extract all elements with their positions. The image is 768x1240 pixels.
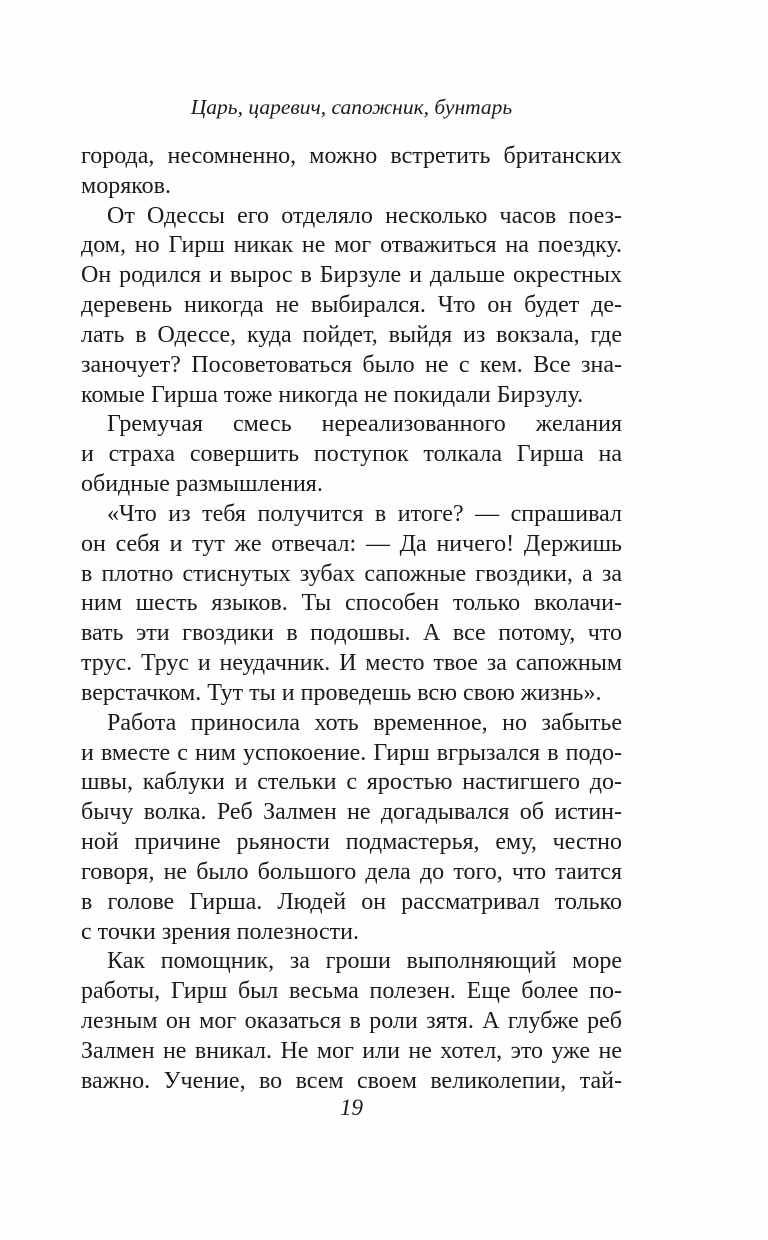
text-line-content: важно. Учение, во всем своем великолепии, тай- bbox=[81, 1067, 622, 1094]
text-line bbox=[81, 1067, 622, 1097]
text-line bbox=[81, 530, 622, 560]
text-line bbox=[81, 709, 622, 739]
text-line bbox=[81, 291, 622, 321]
text-line bbox=[81, 381, 622, 411]
text-line bbox=[81, 1007, 622, 1037]
text-line bbox=[81, 261, 622, 291]
text-line-content: заночует? Посоветоваться было не с кем. Все зна- bbox=[81, 351, 622, 378]
text-line bbox=[81, 231, 622, 261]
text-line-content: ной причине рьяности подмастерья, ему, честно bbox=[81, 829, 622, 856]
text-line-content: обидные размышления. bbox=[81, 471, 323, 498]
text-line bbox=[81, 649, 622, 679]
text-line-content: и вместе с ним успокоение. Гирш вгрызался в подо- bbox=[81, 739, 622, 766]
text-line bbox=[81, 918, 622, 948]
page-body-text bbox=[81, 142, 622, 1097]
text-line bbox=[81, 321, 622, 351]
text-line-content: лезным он мог оказаться в роли зятя. А глубже реб bbox=[81, 1008, 622, 1035]
text-line bbox=[81, 739, 622, 769]
text-line-content: Он родился и вырос в Бирзуле и дальше окрестных bbox=[81, 262, 622, 289]
text-line bbox=[81, 679, 622, 709]
text-line-content: работы, Гирш был весьма полезен. Еще более по- bbox=[81, 978, 622, 1005]
text-line bbox=[81, 947, 622, 977]
text-line-content: в голове Гирша. Людей он рассматривал только bbox=[81, 888, 622, 915]
text-line-content: Залмен не вникал. Не мог или не хотел, это уже не bbox=[81, 1037, 622, 1064]
text-line-content: вать эти гвоздики в подошвы. А все потому, что bbox=[81, 620, 622, 647]
text-line-content: Гремучая смесь нереализованного желания bbox=[107, 411, 622, 438]
text-line-content: в плотно стиснутых зубах сапожные гвоздики, а за bbox=[81, 560, 622, 587]
text-line bbox=[81, 589, 622, 619]
text-line-content: «Что из тебя получится в итоге? — спрашивал bbox=[107, 500, 622, 527]
text-line bbox=[81, 560, 622, 590]
text-line-content: верстачком. Тут ты и проведешь всю свою жизнь». bbox=[81, 679, 602, 706]
text-line bbox=[81, 1037, 622, 1067]
text-line bbox=[81, 202, 622, 232]
text-line-content: Как помощник, за гроши выполняющий море bbox=[107, 948, 622, 975]
text-line bbox=[81, 798, 622, 828]
text-line bbox=[81, 977, 622, 1007]
text-line-content: швы, каблуки и стельки с яростью настигшего до- bbox=[81, 769, 622, 796]
text-line-content: с точки зрения полезности. bbox=[81, 918, 359, 945]
text-line bbox=[81, 828, 622, 858]
text-line-content: лать в Одессе, куда пойдет, выйдя из вокзала, где bbox=[81, 321, 622, 348]
text-line-content: трус. Трус и неудачник. И место твое за сапожным bbox=[81, 650, 622, 677]
page-number: 19 bbox=[340, 1095, 363, 1120]
text-line bbox=[81, 500, 622, 530]
text-line-content: ним шесть языков. Ты способен только вколачи- bbox=[81, 590, 622, 617]
running-title: Царь, царевич, сапожник, бунтарь bbox=[190, 95, 513, 119]
text-line-content: говоря, не было большого дела до того, что таится bbox=[81, 858, 622, 885]
text-line bbox=[81, 351, 622, 381]
text-line bbox=[81, 888, 622, 918]
text-line-content: деревень никогда не выбирался. Что он будет де- bbox=[81, 292, 622, 319]
text-line bbox=[81, 858, 622, 888]
text-line bbox=[81, 768, 622, 798]
text-line-content: Работа приносила хоть временное, но забытье bbox=[107, 709, 622, 736]
text-line-content: и страха совершить поступок толкала Гирша на bbox=[81, 441, 622, 468]
text-line bbox=[81, 172, 622, 202]
text-line-content: моряков. bbox=[81, 172, 171, 199]
text-line bbox=[81, 410, 622, 440]
text-line-content: От Одессы его отделяло несколько часов поез- bbox=[107, 202, 622, 229]
text-line-content: бычу волка. Реб Залмен не догадывался об истин- bbox=[81, 799, 622, 826]
text-line-content: города, несомненно, можно встретить британских bbox=[81, 143, 622, 169]
text-line bbox=[81, 440, 622, 470]
text-line bbox=[81, 142, 622, 172]
text-line-content: дом, но Гирш никак не мог отважиться на поездку. bbox=[81, 232, 622, 259]
text-line bbox=[81, 619, 622, 649]
text-line-content: комые Гирша тоже никогда не покидали Бирзулу. bbox=[81, 381, 584, 408]
text-line-content: он себя и тут же отвечал: — Да ничего! Держишь bbox=[81, 530, 622, 557]
text-line bbox=[81, 470, 622, 500]
